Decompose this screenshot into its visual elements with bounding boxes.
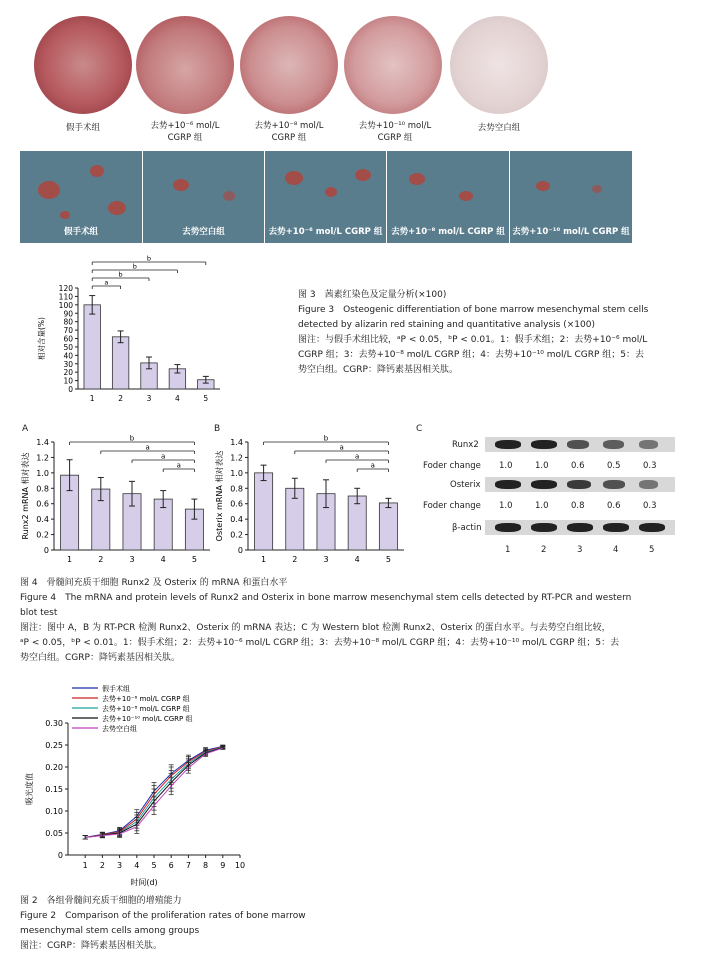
dish-label-2-line2: CGRP 组	[167, 133, 203, 143]
runx2-fold-value: 0.6	[571, 461, 585, 471]
fig4-caption-note-2: ᵃP < 0.05，ᵇP < 0.01。1：假手术组；2：去势+10⁻⁶ mol/L CGRP 组；3：去势+10⁻⁸ mol/L CGRP 组；4：去势+10⁻¹⁰ mol/L CGRP 组；5：去	[20, 638, 620, 648]
lane-number: 4	[613, 545, 619, 555]
significance-label: a	[161, 452, 166, 461]
runx2-fold-value: 1.0	[535, 461, 549, 471]
culture-dish-3	[240, 16, 338, 114]
y-tick-label: 70	[63, 326, 73, 336]
y-tick-label: 100	[58, 300, 73, 310]
dish-label-3-line1: 去势+10⁻⁸ mol/L	[254, 121, 324, 131]
legend-label: 去势+10⁻¹⁰ mol/L CGRP 组	[102, 715, 193, 723]
dish-label-3	[234, 120, 344, 144]
legend-label: 去势空白组	[102, 725, 137, 733]
y-tick-label: 0.6	[230, 499, 243, 509]
y-tick-label: 0.05	[45, 829, 63, 838]
x-tick-label: 9	[220, 861, 226, 870]
x-tick-label: 2	[292, 555, 298, 564]
significance-label: b	[146, 254, 152, 263]
y-axis-label: 相对含量(%)	[37, 317, 46, 360]
y-tick-label: 90	[63, 309, 73, 319]
y-tick-label: 1.4	[230, 438, 243, 447]
micrograph-3	[265, 151, 386, 243]
y-tick-label: 80	[63, 317, 73, 327]
x-tick-label: 2	[99, 861, 105, 870]
y-tick-label: 40	[63, 351, 73, 361]
x-tick-label: 3	[146, 394, 152, 403]
x-tick-label: 3	[323, 555, 329, 564]
actin-band	[603, 523, 629, 532]
x-tick-label: 7	[185, 861, 191, 870]
lane-number: 2	[541, 545, 547, 555]
fig4a-runx2-chart	[18, 432, 216, 566]
fig3-caption-note-3: 势空白组。CGRP：降钙素基因相关肽。	[298, 365, 458, 375]
runx2-band	[639, 440, 658, 449]
culture-dish-5	[450, 16, 548, 114]
fig2-caption-note: 图注：CGRP：降钙素基因相关肽。	[20, 941, 162, 951]
significance-label: b	[118, 270, 123, 279]
osterix-band	[495, 480, 521, 489]
osterix-fold-value: 0.6	[607, 501, 621, 511]
osterix-band	[531, 480, 557, 489]
x-tick-label: 1	[89, 394, 95, 403]
dish-label-1	[28, 122, 138, 134]
y-axis-label: Runx2 mRNA 相对表达	[21, 452, 30, 540]
dish-label-4-line2: CGRP 组	[377, 133, 413, 143]
dish-label-1-line1: 假手术组	[65, 123, 100, 133]
y-tick-label: 0.30	[45, 719, 63, 728]
osterix-fold-value: 0.3	[643, 501, 657, 511]
x-tick-label: 8	[203, 861, 209, 870]
significance-label: b	[129, 434, 135, 443]
y-tick-label: 20	[63, 368, 73, 378]
osterix-fold-value: 0.8	[571, 501, 585, 511]
wb-fold-label-1: Foder change	[423, 461, 481, 471]
y-tick-label: 0.4	[36, 515, 49, 525]
fig4-caption	[20, 576, 700, 666]
y-tick-label: 1.2	[230, 453, 243, 463]
y-tick-label: 0	[43, 546, 49, 555]
dish-label-4-line1: 去势+10⁻¹⁰ mol/L	[358, 121, 432, 131]
significance-label: a	[339, 443, 344, 452]
y-tick-label: 60	[63, 334, 73, 344]
x-tick-label: 4	[160, 555, 166, 564]
micrograph-1	[20, 151, 142, 243]
osterix-band	[639, 480, 658, 489]
y-tick-label: 110	[58, 292, 73, 302]
lane-number: 1	[505, 545, 511, 555]
significance-label: a	[145, 443, 150, 452]
fig3-caption-title-cn: 图 3 茜素红染色及定量分析(×100)	[298, 290, 447, 300]
osterix-band	[603, 480, 625, 489]
x-tick-label: 3	[117, 861, 123, 870]
fig4b-osterix-chart	[212, 432, 410, 566]
y-tick-label: 10	[63, 376, 73, 386]
dish-label-5-line1: 去势空白组	[477, 123, 521, 133]
fig3-caption	[298, 288, 698, 378]
runx2-band	[567, 440, 589, 449]
x-tick-label: 6	[168, 861, 174, 870]
y-tick-label: 30	[63, 359, 73, 369]
micrograph-5	[510, 151, 632, 243]
y-tick-label: 1.0	[230, 468, 243, 478]
wb-fold-label-2: Foder change	[423, 501, 481, 511]
micrograph-label-3: 去势+10⁻⁶ mol/L CGRP 组	[268, 227, 383, 237]
x-tick-label: 4	[354, 555, 360, 564]
micrograph-label-5: 去势+10⁻¹⁰ mol/L CGRP 组	[512, 227, 630, 237]
y-tick-label: 0	[237, 546, 243, 555]
actin-band	[567, 523, 593, 532]
x-tick-label: 2	[98, 555, 104, 564]
significance-label: a	[104, 278, 109, 287]
y-tick-label: 120	[58, 284, 73, 293]
legend-label: 去势+10⁻⁸ mol/L CGRP 组	[102, 705, 190, 713]
micrograph-label-1: 假手术组	[63, 227, 98, 237]
significance-label: a	[355, 452, 360, 461]
y-tick-label: 0.2	[230, 530, 243, 540]
legend-label: 去势+10⁻⁶ mol/L CGRP 组	[102, 695, 190, 703]
actin-band	[495, 523, 521, 532]
fig3-caption-note-1: 图注：与假手术组比较，ᵃP < 0.05，ᵇP < 0.01。1：假手术组；2：去势+10⁻⁶ mol/L	[298, 335, 648, 345]
y-tick-label: 1.4	[36, 438, 49, 447]
y-tick-label: 1.2	[36, 453, 49, 463]
x-tick-label: 1	[82, 861, 88, 870]
significance-label: b	[323, 434, 329, 443]
bar	[84, 305, 100, 389]
legend-label: 假手术组	[102, 685, 130, 693]
panel-a-label: A	[22, 424, 29, 434]
wb-osterix-label: Osterix	[450, 480, 481, 490]
significance-label: b	[132, 262, 137, 271]
wb-osterix-row	[485, 477, 675, 492]
lane-number: 3	[577, 545, 583, 555]
y-tick-label: 0	[57, 851, 63, 860]
x-tick-label: 10	[234, 861, 246, 870]
fig3-quant-chart	[20, 248, 230, 408]
wb-actin-label: β-actin	[452, 523, 482, 533]
y-tick-label: 0.8	[230, 484, 243, 494]
micrograph-label-4: 去势+10⁻⁸ mol/L CGRP 组	[391, 227, 505, 237]
y-tick-label: 0.15	[45, 785, 63, 794]
x-tick-label: 2	[118, 394, 123, 403]
y-tick-label: 0.10	[45, 807, 63, 816]
wb-runx2-label: Runx2	[452, 440, 479, 450]
culture-dish-2	[136, 16, 234, 114]
x-tick-label: 1	[261, 555, 267, 564]
micrograph-4	[387, 151, 509, 243]
actin-band	[531, 523, 557, 532]
x-tick-label: 3	[129, 555, 135, 564]
fig2-caption-title-en-1: Figure 2 Comparison of the proliferation rates of bone marrow	[20, 911, 306, 921]
x-tick-label: 1	[67, 555, 73, 564]
fig3-caption-note-2: CGRP 组；3：去势+10⁻⁸ mol/L CGRP 组；4：去势+10⁻¹⁰ mol/L CGRP 组；5：去	[298, 350, 644, 360]
runx2-band	[495, 440, 521, 449]
significance-label: a	[370, 461, 375, 470]
micrograph-2	[143, 151, 264, 243]
micrograph-label-2: 去势空白组	[182, 227, 225, 237]
bar	[255, 473, 273, 550]
osterix-band	[567, 480, 591, 489]
runx2-band	[531, 440, 557, 449]
wb-actin-row	[485, 520, 675, 535]
y-tick-label: 0.2	[36, 530, 49, 540]
fig3-caption-title-en-1: Figure 3 Osteogenic differentiation of bone marrow mesenchymal stem cells	[298, 305, 649, 315]
fig2-caption-title-en-2: mesenchymal stem cells among groups	[20, 926, 200, 936]
osterix-fold-value: 1.0	[499, 501, 513, 511]
runx2-fold-value: 0.3	[643, 461, 657, 471]
dish-label-2-line1: 去势+10⁻⁶ mol/L	[150, 121, 220, 131]
dish-label-3-line2: CGRP 组	[271, 133, 307, 143]
runx2-band	[603, 440, 624, 449]
y-tick-label: 0.4	[230, 515, 243, 525]
x-tick-label: 5	[203, 394, 209, 403]
runx2-fold-value: 1.0	[499, 461, 513, 471]
y-tick-label: 0.8	[36, 484, 49, 494]
y-tick-label: 0.6	[36, 499, 49, 509]
culture-dish-4	[344, 16, 442, 114]
x-tick-label: 5	[191, 555, 197, 564]
y-tick-label: 0.25	[45, 741, 63, 750]
panel-c-label: C	[416, 424, 423, 434]
dish-label-2	[130, 120, 240, 144]
x-tick-label: 4	[134, 861, 140, 870]
bar	[112, 337, 128, 389]
y-tick-label: 0.20	[45, 763, 63, 772]
lane-number: 5	[649, 545, 655, 555]
actin-band	[639, 523, 665, 532]
fig2-proliferation-chart	[18, 680, 258, 894]
runx2-fold-value: 0.5	[607, 461, 621, 471]
y-tick-label: 50	[63, 342, 73, 352]
x-tick-label: 4	[175, 394, 180, 403]
y-axis-label: 吸光度值	[25, 773, 34, 805]
dish-label-5	[444, 122, 554, 134]
fig4-caption-title-cn: 图 4 骨髓间充质干细胞 Runx2 及 Osterix 的 mRNA 和蛋白水平	[20, 578, 288, 588]
x-tick-label: 5	[151, 861, 157, 870]
significance-label: a	[176, 461, 181, 470]
y-tick-label: 0	[68, 385, 73, 394]
bar	[379, 503, 397, 550]
dish-label-4	[340, 120, 450, 144]
fig4-caption-title-en-1: Figure 4 The mRNA and protein levels of Runx2 and Osterix in bone marrow mesenchymal stem cells detected by RT-PCR and western	[20, 593, 632, 603]
x-tick-label: 5	[385, 555, 391, 564]
y-tick-label: 1.0	[36, 468, 49, 478]
fig4-caption-note-3: 势空白组。CGRP：降钙素基因相关肽。	[20, 653, 180, 663]
fig4-caption-title-en-2: blot test	[20, 608, 58, 618]
fig3-caption-title-en-2: detected by alizarin red staining and quantitative analysis (×100)	[298, 320, 595, 330]
panel-b-label: B	[214, 424, 221, 434]
fig2-caption	[20, 894, 420, 954]
x-axis-label: 时间(d)	[130, 878, 158, 887]
osterix-fold-value: 1.0	[535, 501, 549, 511]
fig2-caption-title-cn: 图 2 各组骨髓间充质干细胞的增殖能力	[20, 896, 182, 906]
fig4-caption-note-1: 图注：图中 A，B 为 RT-PCR 检测 Runx2、Osterix 的 mRNA 表达；C 为 Western blot 检测 Runx2、Osterix 的蛋白水平。与去势空白组比较，	[20, 623, 611, 633]
culture-dish-1	[34, 16, 132, 114]
y-axis-label: Osterix mRNA 相对表达	[215, 450, 224, 542]
wb-runx2-row	[485, 437, 675, 452]
